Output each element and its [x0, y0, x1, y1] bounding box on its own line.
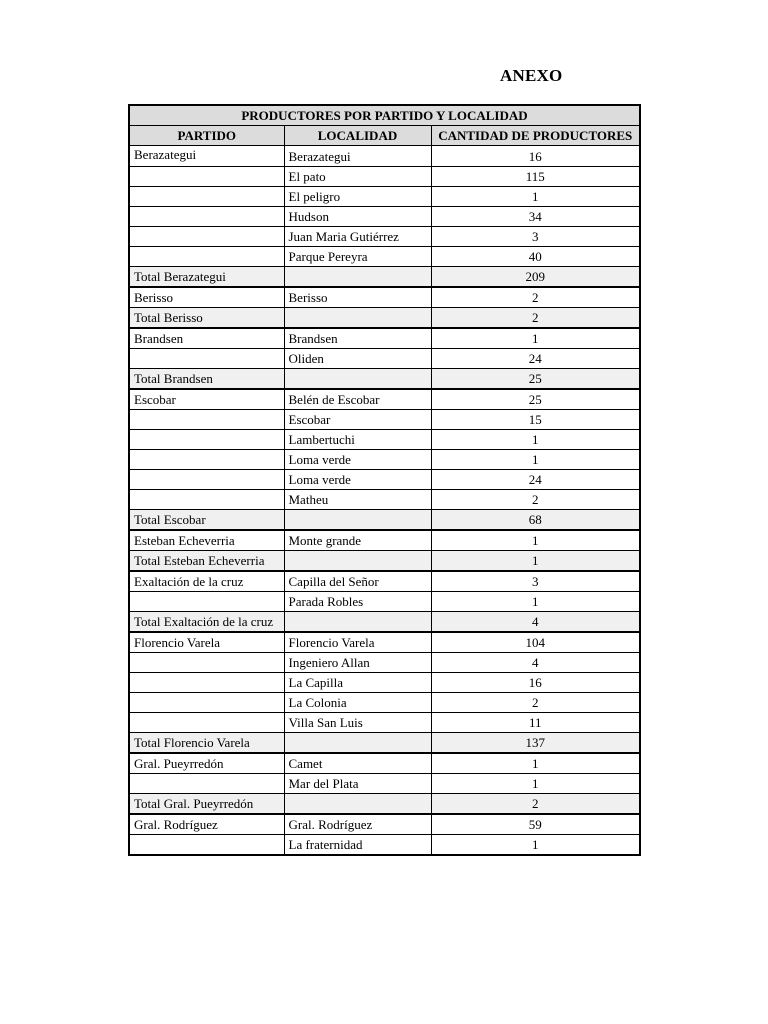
column-header-localidad: LOCALIDAD — [284, 126, 431, 146]
cell-localidad: Monte grande — [284, 530, 431, 551]
page-title: ANEXO — [500, 66, 563, 85]
table-row — [129, 673, 640, 693]
cell-partido: Gral. Pueyrredón — [129, 753, 284, 774]
cell-partido — [129, 653, 284, 673]
cell-partido: Exaltación de la cruz — [129, 571, 284, 592]
cell-localidad — [284, 308, 431, 329]
table-total-row — [129, 612, 640, 633]
cell-partido — [129, 673, 284, 693]
cell-cantidad: 209 — [431, 267, 640, 288]
cell-partido: Esteban Echeverria — [129, 530, 284, 551]
cell-cantidad: 1 — [431, 551, 640, 572]
table-row — [129, 571, 640, 592]
cell-cantidad: 24 — [431, 470, 640, 490]
cell-localidad: Oliden — [284, 349, 431, 369]
cell-partido — [129, 592, 284, 612]
cell-localidad: Berisso — [284, 287, 431, 308]
cell-partido: Escobar — [129, 389, 284, 410]
cell-partido — [129, 450, 284, 470]
cell-localidad: Loma verde — [284, 450, 431, 470]
cell-partido — [129, 410, 284, 430]
cell-localidad: Juan Maria Gutiérrez — [284, 227, 431, 247]
cell-localidad: Gral. Rodríguez — [284, 814, 431, 835]
cell-localidad: La Colonia — [284, 693, 431, 713]
cell-localidad: Belén de Escobar — [284, 389, 431, 410]
cell-localidad: Camet — [284, 753, 431, 774]
table-total-row — [129, 369, 640, 390]
cell-cantidad: 1 — [431, 753, 640, 774]
cell-localidad: Escobar — [284, 410, 431, 430]
cell-localidad: Capilla del Señor — [284, 571, 431, 592]
table-total-row — [129, 510, 640, 531]
cell-localidad: Loma verde — [284, 470, 431, 490]
cell-cantidad: 1 — [431, 530, 640, 551]
table-row — [129, 653, 640, 673]
cell-cantidad: 1 — [431, 430, 640, 450]
cell-partido: Gral. Rodríguez — [129, 814, 284, 835]
cell-partido — [129, 227, 284, 247]
cell-localidad — [284, 733, 431, 754]
cell-cantidad: 2 — [431, 490, 640, 510]
cell-localidad — [284, 794, 431, 815]
cell-localidad: Florencio Varela — [284, 632, 431, 653]
table-row — [129, 146, 640, 167]
cell-partido — [129, 713, 284, 733]
table-row — [129, 389, 640, 410]
column-header-cantidad: CANTIDAD DE PRODUCTORES — [431, 126, 640, 146]
cell-partido: Berisso — [129, 287, 284, 308]
cell-cantidad: 15 — [431, 410, 640, 430]
cell-partido: Brandsen — [129, 328, 284, 349]
cell-localidad — [284, 551, 431, 572]
cell-cantidad: 3 — [431, 571, 640, 592]
table-row — [129, 167, 640, 187]
cell-localidad — [284, 510, 431, 531]
cell-partido — [129, 470, 284, 490]
cell-cantidad: 25 — [431, 389, 640, 410]
table-row — [129, 632, 640, 653]
cell-cantidad: 16 — [431, 146, 640, 167]
cell-partido: Total Exaltación de la cruz — [129, 612, 284, 633]
cell-localidad: La Capilla — [284, 673, 431, 693]
cell-localidad: Matheu — [284, 490, 431, 510]
cell-partido — [129, 693, 284, 713]
cell-localidad: Lambertuchi — [284, 430, 431, 450]
table-row — [129, 592, 640, 612]
table-row — [129, 530, 640, 551]
cell-cantidad: 11 — [431, 713, 640, 733]
table-row — [129, 774, 640, 794]
cell-localidad: Ingeniero Allan — [284, 653, 431, 673]
cell-cantidad: 1 — [431, 328, 640, 349]
table-row — [129, 207, 640, 227]
cell-cantidad: 4 — [431, 612, 640, 633]
table-row — [129, 470, 640, 490]
cell-localidad: Hudson — [284, 207, 431, 227]
cell-localidad: Mar del Plata — [284, 774, 431, 794]
cell-partido: Total Florencio Varela — [129, 733, 284, 754]
cell-localidad: Parque Pereyra — [284, 247, 431, 267]
cell-localidad: Parada Robles — [284, 592, 431, 612]
table-row — [129, 835, 640, 856]
cell-localidad: Brandsen — [284, 328, 431, 349]
cell-cantidad: 1 — [431, 450, 640, 470]
productores-table — [128, 104, 641, 856]
cell-cantidad: 25 — [431, 369, 640, 390]
cell-partido: Total Berisso — [129, 308, 284, 329]
cell-partido: Berazategui — [129, 146, 284, 167]
table-row — [129, 753, 640, 774]
cell-partido — [129, 349, 284, 369]
cell-cantidad: 104 — [431, 632, 640, 653]
cell-cantidad: 24 — [431, 349, 640, 369]
cell-partido — [129, 774, 284, 794]
cell-partido — [129, 167, 284, 187]
cell-partido — [129, 207, 284, 227]
cell-partido — [129, 187, 284, 207]
cell-localidad: El peligro — [284, 187, 431, 207]
cell-cantidad: 16 — [431, 673, 640, 693]
cell-partido — [129, 490, 284, 510]
cell-cantidad: 115 — [431, 167, 640, 187]
cell-partido: Total Brandsen — [129, 369, 284, 390]
cell-cantidad: 4 — [431, 653, 640, 673]
table-total-row — [129, 551, 640, 572]
cell-partido: Florencio Varela — [129, 632, 284, 653]
column-header-partido: PARTIDO — [129, 126, 284, 146]
table-total-row — [129, 308, 640, 329]
table-row — [129, 247, 640, 267]
table-row — [129, 693, 640, 713]
cell-partido: Total Gral. Pueyrredón — [129, 794, 284, 815]
table-row — [129, 187, 640, 207]
cell-cantidad: 3 — [431, 227, 640, 247]
cell-cantidad: 2 — [431, 794, 640, 815]
cell-cantidad: 59 — [431, 814, 640, 835]
table-row — [129, 349, 640, 369]
table-row — [129, 430, 640, 450]
cell-cantidad: 2 — [431, 287, 640, 308]
cell-cantidad: 2 — [431, 308, 640, 329]
cell-localidad — [284, 369, 431, 390]
table-total-row — [129, 267, 640, 288]
cell-partido: Total Escobar — [129, 510, 284, 531]
table-row — [129, 450, 640, 470]
table-row — [129, 490, 640, 510]
table-row — [129, 328, 640, 349]
table-total-row — [129, 794, 640, 815]
table-row — [129, 227, 640, 247]
cell-partido: Total Esteban Echeverria — [129, 551, 284, 572]
cell-partido: Total Berazategui — [129, 267, 284, 288]
table-total-row — [129, 733, 640, 754]
cell-localidad: La fraternidad — [284, 835, 431, 856]
table-row — [129, 410, 640, 430]
cell-localidad: Berazategui — [284, 146, 431, 167]
table-row — [129, 713, 640, 733]
cell-partido — [129, 835, 284, 856]
table-body — [129, 146, 640, 856]
cell-cantidad: 40 — [431, 247, 640, 267]
cell-cantidad: 1 — [431, 187, 640, 207]
table-row — [129, 814, 640, 835]
cell-localidad: Villa San Luis — [284, 713, 431, 733]
cell-partido — [129, 247, 284, 267]
cell-partido — [129, 430, 284, 450]
table-row — [129, 287, 640, 308]
cell-cantidad: 1 — [431, 835, 640, 856]
cell-cantidad: 137 — [431, 733, 640, 754]
cell-cantidad: 1 — [431, 774, 640, 794]
cell-localidad — [284, 612, 431, 633]
cell-cantidad: 1 — [431, 592, 640, 612]
cell-localidad — [284, 267, 431, 288]
cell-cantidad: 68 — [431, 510, 640, 531]
cell-cantidad: 34 — [431, 207, 640, 227]
cell-localidad: El pato — [284, 167, 431, 187]
cell-cantidad: 2 — [431, 693, 640, 713]
table-title: PRODUCTORES POR PARTIDO Y LOCALIDAD — [129, 105, 640, 126]
